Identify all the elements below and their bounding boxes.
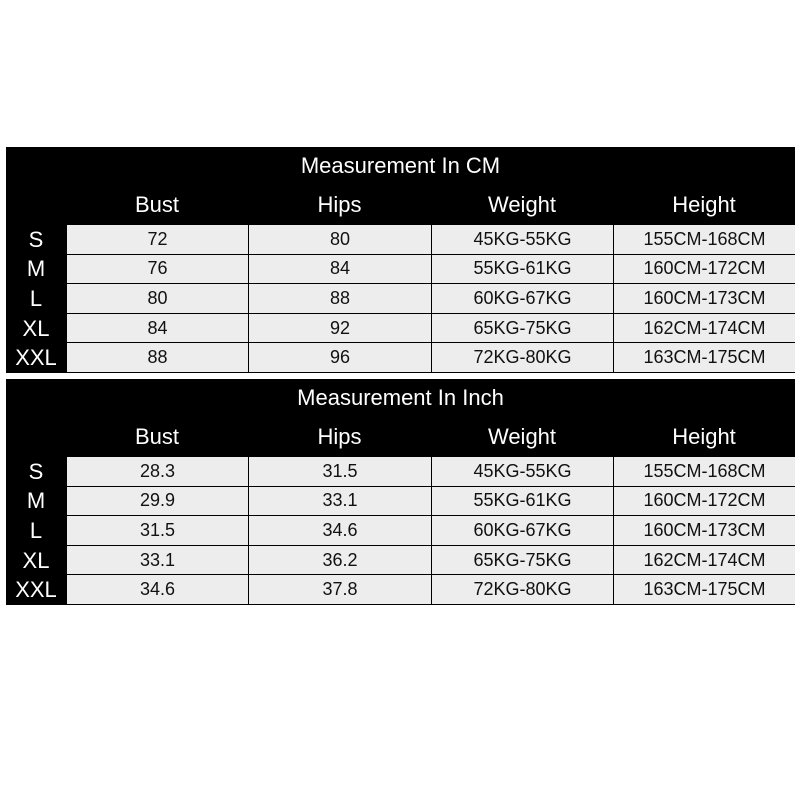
table-row (6, 225, 795, 255)
cell-bust: 34.6 (66, 575, 248, 605)
size-label: M (26, 256, 46, 282)
table-row (6, 516, 795, 546)
cell-hips: 88 (248, 284, 431, 314)
cell-height: 160CM-173CM (613, 516, 795, 546)
cell-hips: 37.8 (248, 575, 431, 605)
header-weight: Weight (487, 424, 557, 449)
cell-hips: 84 (248, 255, 431, 285)
cell-weight: 55KG-61KG (431, 487, 613, 517)
header-weight: Weight (487, 192, 557, 217)
cell-bust: 72 (66, 225, 248, 255)
size-chart-inch (6, 379, 795, 605)
size-label: XL (22, 547, 50, 573)
cell-height: 160CM-172CM (613, 255, 795, 285)
size-chart-cm (6, 147, 795, 373)
table-row (6, 343, 795, 373)
cell-weight: 60KG-67KG (431, 516, 613, 546)
cell-weight: 65KG-75KG (431, 546, 613, 576)
header-bust: Bust (134, 424, 180, 449)
size-label: L (29, 285, 43, 311)
cell-bust: 29.9 (66, 487, 248, 517)
size-label: S (28, 226, 44, 252)
table-row (6, 284, 795, 314)
cell-height: 155CM-168CM (613, 225, 795, 255)
cell-bust: 88 (66, 343, 248, 373)
cell-height: 162CM-174CM (613, 546, 795, 576)
header-bust: Bust (134, 192, 180, 217)
table-row (6, 457, 795, 487)
header-hips: Hips (317, 424, 362, 449)
size-label: M (26, 488, 46, 514)
cell-weight: 60KG-67KG (431, 284, 613, 314)
cell-height: 163CM-175CM (613, 343, 795, 373)
cell-height: 160CM-173CM (613, 284, 795, 314)
cell-weight: 65KG-75KG (431, 314, 613, 344)
cell-weight: 45KG-55KG (431, 225, 613, 255)
cell-bust: 76 (66, 255, 248, 285)
header-row (6, 185, 795, 225)
cell-bust: 80 (66, 284, 248, 314)
table-row (6, 575, 795, 605)
table-title: Measurement In Inch (297, 385, 504, 410)
cell-height: 162CM-174CM (613, 314, 795, 344)
cell-hips: 31.5 (248, 457, 431, 487)
header-hips: Hips (317, 192, 362, 217)
cell-weight: 72KG-80KG (431, 343, 613, 373)
header-height: Height (672, 424, 736, 449)
cell-bust: 84 (66, 314, 248, 344)
size-label: XL (22, 315, 50, 341)
size-label: XXL (15, 577, 57, 603)
size-label: L (29, 517, 43, 543)
size-label: S (28, 458, 44, 484)
cell-hips: 80 (248, 225, 431, 255)
header-height: Height (672, 192, 736, 217)
cell-hips: 34.6 (248, 516, 431, 546)
size-label: XXL (15, 345, 57, 371)
cell-height: 163CM-175CM (613, 575, 795, 605)
cell-height: 160CM-172CM (613, 487, 795, 517)
table-row (6, 487, 795, 517)
cell-height: 155CM-168CM (613, 457, 795, 487)
table-title: Measurement In CM (300, 153, 501, 178)
cell-weight: 72KG-80KG (431, 575, 613, 605)
cell-bust: 31.5 (66, 516, 248, 546)
cell-hips: 36.2 (248, 546, 431, 576)
cell-weight: 45KG-55KG (431, 457, 613, 487)
table-row (6, 255, 795, 285)
cell-bust: 28.3 (66, 457, 248, 487)
cell-hips: 33.1 (248, 487, 431, 517)
cell-weight: 55KG-61KG (431, 255, 613, 285)
table-row (6, 546, 795, 576)
cell-hips: 92 (248, 314, 431, 344)
table-row (6, 314, 795, 344)
cell-hips: 96 (248, 343, 431, 373)
cell-bust: 33.1 (66, 546, 248, 576)
header-row (6, 417, 795, 457)
